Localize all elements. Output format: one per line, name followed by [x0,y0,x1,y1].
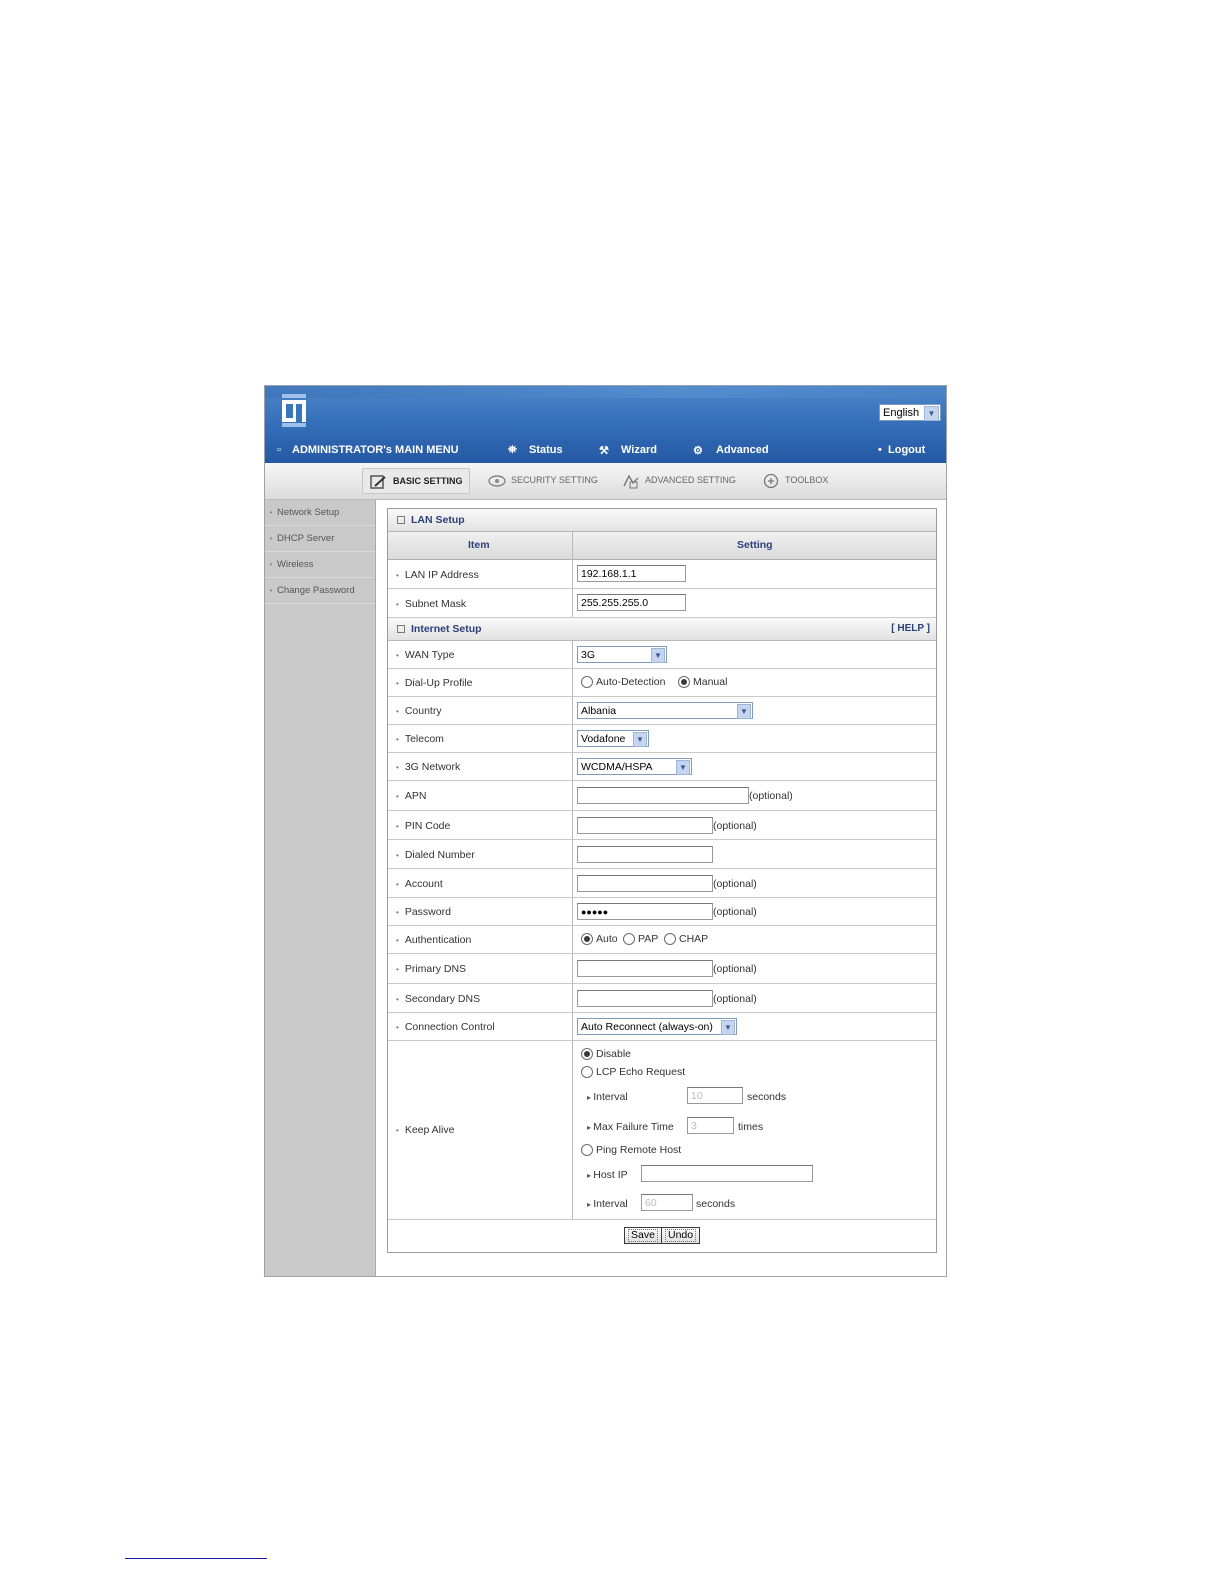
auth-auto-label: Auto [596,933,618,945]
auth-pap-label: PAP [638,933,659,945]
settings-panel [387,508,937,1253]
country-row [388,697,936,725]
ka-interval2-label: ▸ Interval [587,1198,628,1210]
radio-ka-ping[interactable] [581,1144,593,1156]
apn-label: • APN [396,790,426,802]
dialed-number-label: • Dialed Number [396,849,475,861]
save-button[interactable] [624,1227,662,1244]
radio-auto-detection[interactable] [581,676,593,688]
account-optional-note: (optional) [713,878,757,890]
bullet-icon: • [269,508,273,517]
basic-setting-icon [369,474,389,490]
section-box-icon [397,625,405,633]
wan-type-label: • WAN Type [396,649,454,661]
auth-chap-option[interactable] [664,933,708,945]
column-item: Item [468,539,490,551]
dialup-auto-label: Auto-Detection [596,676,666,688]
authentication-label: • Authentication [396,934,471,946]
connection-control-row [388,1013,936,1041]
bullet-icon: • [269,586,273,595]
advanced-setting-icon [621,473,641,489]
account-input[interactable] [577,875,713,892]
radio-auth-auto[interactable] [581,933,593,945]
telecom-select[interactable] [577,730,649,747]
authentication-row [388,926,936,954]
ka-interval-label: ▸ Interval [587,1091,628,1103]
ka-lcp-label: LCP Echo Request [596,1066,686,1078]
ka-maxfail-label: ▸ Max Failure Time [587,1121,674,1133]
wizard-link[interactable]: Wizard [621,444,657,456]
keep-alive-label: • Keep Alive [396,1124,454,1136]
apn-optional-note: (optional) [749,790,793,802]
keep-alive-row [388,1041,936,1220]
dialup-auto-option[interactable] [581,676,665,688]
chevron-down-icon[interactable]: ▼ [633,732,647,747]
ka-interval2-unit: seconds [696,1198,736,1210]
admin-menu-label: ADMINISTRATOR's MAIN MENU [292,444,459,456]
wan-type-select[interactable] [577,646,667,663]
security-setting-icon [487,473,507,489]
tab-basic-setting[interactable] [362,468,470,494]
settings-tab-bar [265,463,946,500]
account-row [388,869,936,898]
advanced-icon: ⚙ [693,445,703,457]
pin-code-label: • PIN Code [396,820,450,832]
ka-lcp-option[interactable] [581,1066,685,1078]
country-label: • Country [396,705,442,717]
sidebar-item-label: DHCP Server [277,533,335,544]
secondary-dns-input[interactable] [577,990,713,1007]
header-strip [265,386,946,398]
help-link[interactable]: [ HELP ] [891,623,930,634]
status-link[interactable]: Status [529,444,563,456]
tab-basic-label: BASIC SETTING [393,476,463,486]
secondary-dns-row [388,984,936,1013]
telecom-value: Vodafone [581,733,626,745]
sdns-optional-note: (optional) [713,993,757,1005]
primary-dns-label: • Primary DNS [396,963,466,975]
logout-bullet-icon: • [878,444,882,456]
country-value: Albania [581,705,617,717]
chevron-down-icon[interactable]: ▼ [924,406,939,421]
wan-type-row [388,641,936,669]
tab-advanced-label: ADVANCED SETTING [645,475,736,485]
toolbox-icon [761,473,781,489]
chevron-down-icon[interactable]: ▼ [721,1020,735,1035]
ka-interval-input[interactable]: 10 [687,1087,743,1104]
primary-dns-input[interactable] [577,960,713,977]
undo-button-label: Undo [665,1229,696,1242]
ka-ping-label: Ping Remote Host [596,1144,682,1156]
pin-code-input[interactable] [577,817,713,834]
tab-toolbox-label: TOOLBOX [785,475,829,485]
sidebar-item-dhcp-server[interactable] [265,526,375,552]
ka-maxfail-unit: times [738,1121,764,1133]
ka-disable-label: Disable [596,1048,632,1060]
radio-auth-pap[interactable] [623,933,635,945]
section-box-icon [397,516,405,524]
ka-interval2-input[interactable]: 60 [641,1194,693,1211]
dialup-manual-label: Manual [693,676,728,688]
internet-section-header [388,618,936,641]
sidebar-item-wireless[interactable] [265,552,375,578]
wizard-icon: ⚒ [599,445,609,457]
3g-network-value: WCDMA/HSPA [581,761,653,773]
telecom-row [388,725,936,753]
tab-toolbox[interactable] [761,468,828,492]
radio-ka-lcp[interactable] [581,1066,593,1078]
language-value: English [883,407,920,419]
sidebar-item-change-password[interactable] [265,578,375,604]
language-select[interactable] [879,404,941,421]
connection-control-label: • Connection Control [396,1021,495,1033]
telecom-label: • Telecom [396,733,444,745]
apn-row [388,781,936,811]
auth-pap-option[interactable] [623,933,658,945]
pdns-optional-note: (optional) [713,963,757,975]
chevron-down-icon[interactable]: ▼ [737,704,751,719]
sidebar [265,500,376,1277]
primary-dns-row [388,954,936,984]
main-menu-bar [265,439,946,463]
sidebar-item-label: Wireless [277,559,314,570]
apn-input[interactable] [577,787,749,804]
dialup-manual-option[interactable] [678,676,727,688]
dialup-profile-label: • Dial-Up Profile [396,677,473,689]
password-label: • Password [396,906,451,918]
ka-hostip-input[interactable] [641,1165,813,1182]
lan-section-title: LAN Setup [411,514,465,526]
radio-auth-chap[interactable] [664,933,676,945]
connection-control-select[interactable] [577,1018,737,1035]
password-input[interactable]: ●●●●● [577,903,713,920]
tab-security-label: SECURITY SETTING [511,475,598,485]
dialup-profile-row [388,669,936,697]
auth-auto-option[interactable] [581,933,618,945]
sidebar-item-label: Network Setup [277,507,340,518]
3g-network-select[interactable] [577,758,692,775]
ka-ping-option[interactable] [581,1144,681,1156]
subnet-mask-label: • Subnet Mask [396,598,466,610]
country-select[interactable] [577,702,753,719]
subnet-mask-row [388,589,936,618]
router-admin-window [264,385,947,1277]
logout-link[interactable]: Logout [888,444,926,456]
radio-ka-disable[interactable] [581,1048,593,1060]
save-button-label: Save [628,1229,658,1242]
internet-section-title: Internet Setup [411,623,482,635]
auth-chap-label: CHAP [679,933,709,945]
sidebar-item-network-setup[interactable] [265,500,375,526]
bullet-icon: • [269,560,273,569]
lan-ip-label: • LAN IP Address [396,569,479,581]
chevron-down-icon[interactable]: ▼ [676,760,690,775]
sidebar-item-label: Change Password [277,585,355,596]
secondary-dns-label: • Secondary DNS [396,993,480,1005]
column-setting: Setting [737,539,773,551]
ka-interval-unit: seconds [747,1091,787,1103]
tab-advanced-setting[interactable] [621,468,736,492]
bullet-icon: • [269,534,273,543]
tab-security-setting[interactable] [487,468,598,492]
lan-ip-row [388,560,936,589]
dialed-number-input[interactable] [577,846,713,863]
chevron-down-icon[interactable]: ▼ [651,648,665,663]
status-icon: ⛯ [508,444,517,456]
ka-maxfail-input[interactable]: 3 [687,1117,734,1134]
wan-type-value: 3G [581,649,596,661]
header-banner [265,386,946,439]
undo-button[interactable] [661,1227,700,1244]
pin-code-row [388,811,936,840]
advanced-link[interactable]: Advanced [716,444,769,456]
dialed-number-row [388,840,936,869]
menu-box-icon: ▫ [277,444,281,456]
subnet-mask-input[interactable]: 255.255.255.0 [577,594,686,611]
pin-optional-note: (optional) [713,820,757,832]
password-row [388,898,936,926]
connection-control-value: Auto Reconnect (always-on) [581,1021,713,1033]
lan-ip-input[interactable]: 192.168.1.1 [577,565,686,582]
ka-hostip-label: ▸ Host IP [587,1169,628,1181]
footnote-rule [125,1558,267,1559]
radio-manual[interactable] [678,676,690,688]
account-label: • Account [396,878,443,890]
ka-disable-option[interactable] [581,1048,631,1060]
password-optional-note: (optional) [713,906,757,918]
3g-network-label: • 3G Network [396,761,460,773]
3g-network-row [388,753,936,781]
lan-section-header [388,509,936,532]
levelone-logo-icon [281,394,307,428]
table-column-header [388,532,936,560]
